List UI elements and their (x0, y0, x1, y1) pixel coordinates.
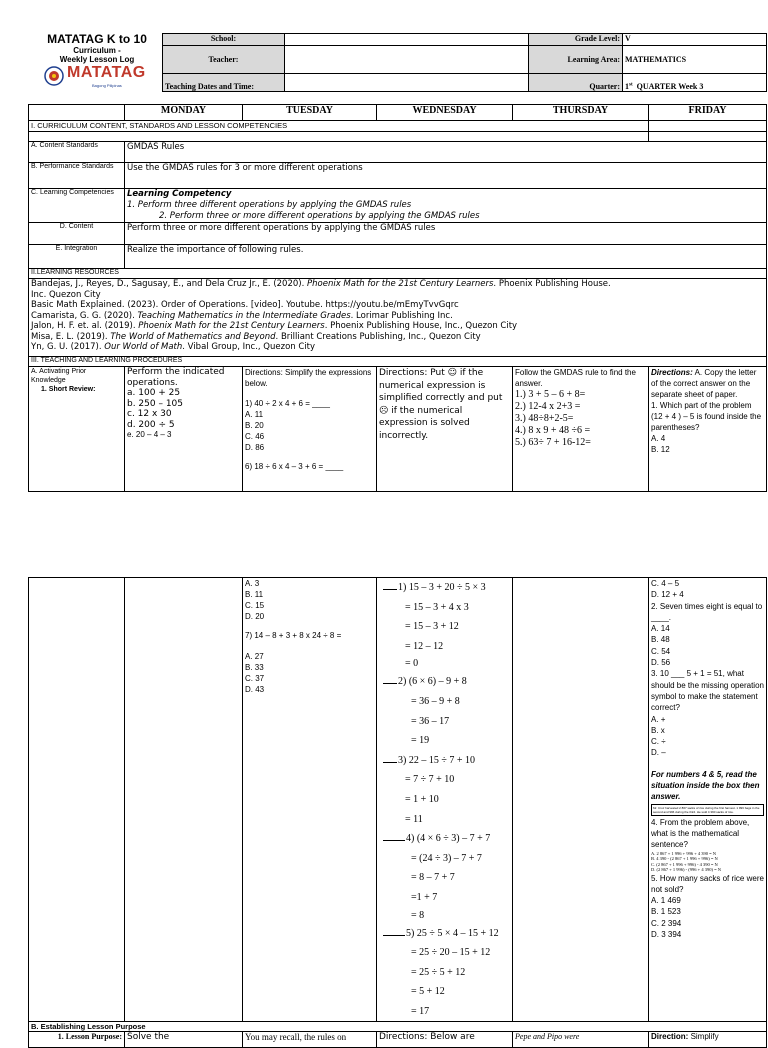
choice: B. 48 (651, 635, 670, 645)
work-line: = 25 ÷ 5 + 12 (411, 966, 466, 978)
performance-standards-value: Use the GMDAS rules for 3 or more different operations (125, 163, 767, 189)
template-subtitle-2: Weekly Lesson Log (59, 55, 135, 64)
day-header-tuesday: TUESDAY (243, 105, 377, 121)
grade-level-value: V (623, 34, 767, 46)
school-label: School: (163, 34, 285, 46)
competency-1: 1. Perform three different operations by applying the GMDAS rules (127, 200, 412, 210)
work-line: 5) 25 ÷ 5 × 4 – 15 + 12 (383, 924, 510, 944)
choice: B. 11 (245, 590, 264, 599)
tuesday-review-cell (243, 367, 377, 492)
thursday-item: 3.) 48÷8+2-5= (515, 413, 574, 424)
learning-competencies-label: C. Learning Competencies (29, 189, 125, 223)
friday-q45-intro: For numbers 4 & 5, read the situation inside the box then answer. (651, 769, 760, 802)
lesson-log-table (28, 104, 767, 492)
choice: D. 3 394 (651, 930, 682, 940)
choice: D. 56 (651, 658, 671, 668)
choice: D. (2 867 + 1 996) - (996 + 4 390) = N (651, 867, 721, 873)
learning-area-value: MATHEMATICS (623, 46, 767, 74)
header-logo-block (34, 33, 160, 93)
work-line: = 17 (411, 1005, 430, 1017)
choice: C. 4 – 5 (651, 579, 680, 588)
teaching-dates-field[interactable] (285, 74, 529, 92)
work-line: = 8 (411, 909, 425, 921)
friday-question-4: 4. From the problem above, what is the mathematical sentence? (651, 817, 750, 850)
lesson-log-table-continued (28, 577, 767, 1048)
teaching-dates-label: Teaching Dates and Time: (163, 74, 285, 92)
resource-1-cont: Inc. Quezon City (31, 289, 101, 300)
choice: A. 11 (245, 410, 264, 419)
resource-6: Yn, G. U. (2017). Our World of Math. Vibal Group, Inc., Quezon City (31, 342, 316, 352)
friday-situation-box: Mr. Cruz harvested 2 867 sacks of rice during the first harvest. 1 996 bags in the second and 996 during the third. He sold 4 390 sacks of rice. (651, 804, 764, 816)
monday-item: b. 250 – 105 (127, 398, 184, 409)
friday-question-5: 5. How many sacks of rice were not sold? (651, 873, 764, 894)
teacher-label: Teacher: (163, 46, 285, 74)
work-line: = 8 – 7 + 7 (411, 872, 455, 884)
quarter-label: Quarter: (529, 74, 623, 92)
choice: A. + (651, 714, 666, 724)
competency-2: 2. Perform three or more different operations by applying the GMDAS rules (159, 211, 480, 221)
performance-standards-label: B. Performance Standards (29, 163, 125, 189)
d-content-label: D. Content (29, 223, 125, 245)
work-line: = (24 ÷ 3) – 7 + 7 (411, 852, 482, 864)
choice: C. 37 (245, 674, 265, 683)
choice: C. 54 (651, 646, 671, 656)
section-1-heading: I. CURRICULUM CONTENT, STANDARDS AND LESSON COMPETENCIES (29, 121, 649, 132)
tuesday-review-intro: Directions: Simplify the expressions below. (245, 368, 372, 388)
friday-question-2: 2. Seven times eight is equal to ____. (651, 601, 763, 622)
work-line: = 19 (411, 735, 430, 747)
template-subtitle-1: Curriculum - (73, 46, 121, 55)
friday-question-1: 1. Which part of the problem (12 + 4 ) – 5 is found inside the parentheses? (651, 401, 762, 432)
tuesday-question-6: 6) 18 ÷ 6 x 4 – 3 + 6 = ____ (245, 462, 344, 471)
learning-competencies-value (125, 189, 767, 223)
choice: A. 4 (651, 434, 666, 443)
day-header-friday: FRIDAY (649, 105, 767, 121)
choice: C. 46 (245, 432, 265, 441)
days-header-row (29, 105, 767, 121)
header-info-table (162, 33, 767, 92)
work-line: = 1 + 10 (405, 793, 439, 805)
work-line: = 36 – 9 + 8 (411, 695, 460, 707)
monday-item: a. 100 + 25 (127, 388, 181, 398)
friday-review-cell-continued (649, 578, 767, 1022)
resources-heading: II.LEARNING RESOURCES (29, 269, 767, 279)
grade-level-label: Grade Level: (529, 34, 623, 46)
thursday-item: 1.) 3 + 5 – 6 + 8= (515, 389, 586, 400)
competency-title: Learning Competency (127, 189, 232, 199)
wednesday-purpose: Directions: Below are (377, 1032, 513, 1048)
teacher-field[interactable] (285, 46, 529, 74)
friday-review-cell (649, 367, 767, 492)
friday-purpose: Direction: Simplify (649, 1032, 767, 1048)
thursday-item: 2.) 12-4 x 2+3 = (515, 401, 581, 412)
choice: B. 4 390 - (2 867 + 1 996 + 996) = N (651, 856, 718, 862)
work-line: = 15 – 3 + 4 x 3 (405, 601, 469, 613)
choice: A. 1 469 (651, 896, 681, 906)
thursday-purpose: Pepe and Pipo were (513, 1032, 649, 1048)
choice: C. 15 (245, 601, 265, 610)
monday-review-intro: Perform the indicated operations. (127, 367, 225, 388)
content-standards-value: GMDAS Rules (125, 142, 767, 163)
thursday-item: 5.) 63÷ 7 + 16-12= (515, 437, 591, 448)
day-header-monday: MONDAY (125, 105, 243, 121)
short-review-row (29, 367, 767, 492)
choice: D. 12 + 4 (651, 590, 684, 600)
thursday-review-cell (513, 367, 649, 492)
choice: A. 2 867 + 1 996 + 996 + 4 390 = N (651, 850, 717, 856)
thursday-intro: Follow the GMDAS rule to find the answer. (515, 368, 636, 388)
work-line: 1) 15 – 3 + 20 ÷ 5 × 3 (383, 578, 510, 598)
procedures-heading: III. TEACHING AND LEARNING PROCEDURES (29, 357, 767, 367)
wednesday-review-cell (377, 367, 513, 492)
short-review-label: 1. Short Review: (41, 386, 96, 393)
day-header-wednesday: WEDNESDAY (377, 105, 513, 121)
resource-5: Misa, E. L. (2019). The World of Mathematics and Beyond. Brilliant Creations Publishing, Inc., Quezon City (31, 331, 481, 342)
work-line: = 36 – 17 (411, 715, 450, 727)
work-line: =1 + 7 (411, 891, 438, 903)
thursday-item: 4.) 8 x 9 + 48 ÷6 = (515, 425, 591, 436)
monday-review-cell (125, 367, 243, 492)
tuesday-review-cell-continued (243, 578, 377, 1022)
resources-list (29, 279, 767, 357)
monday-purpose: Solve the (125, 1032, 243, 1048)
friday-question-3: 3. 10 ___ 5 + 1 = 51, what should be the missing operation symbol to make the statement correct? (651, 669, 764, 713)
monday-item: e. 20 – 4 – 3 (127, 430, 172, 439)
choice: A. 3 (245, 579, 260, 588)
day-header-thursday: THURSDAY (513, 105, 649, 121)
activating-label: A. Activating Prior Knowledge (31, 368, 87, 384)
work-line: = 15 – 3 + 12 (405, 621, 459, 633)
choice: C. (2 867 + 1 996 + 996) - 4 390 = N (651, 861, 718, 867)
work-line: = 25 ÷ 20 – 15 + 12 (411, 947, 491, 959)
work-line: 2) (6 × 6) – 9 + 8 (383, 672, 510, 692)
choice: B. 20 (245, 421, 264, 430)
matatag-logo-tagline: Bagong Pilipinas (92, 83, 122, 88)
school-field[interactable] (285, 34, 529, 46)
choice: B. 1 523 (651, 907, 681, 917)
monday-item: c. 12 x 30 (127, 409, 172, 419)
choice: D. 86 (245, 443, 265, 452)
integration-label: E. Integration (29, 245, 125, 269)
deped-seal-icon (44, 66, 64, 86)
work-line: 3) 22 – 15 ÷ 7 + 10 (383, 751, 510, 771)
lesson-purpose-row (29, 1032, 767, 1048)
learning-area-label: Learning Area: (529, 46, 623, 74)
choice: B. x (651, 725, 665, 735)
tuesday-purpose: You may recall, the rules on (243, 1032, 377, 1048)
choice: B. 12 (651, 445, 670, 454)
tuesday-question-1: 1) 40 ÷ 2 x 4 + 6 = ____ (245, 399, 330, 408)
resource-3: Camarista, G. G. (2020). Teaching Mathematics in the Intermediate Grades. Lorimar Publishing Inc. (31, 310, 453, 321)
work-line: = 5 + 12 (411, 986, 445, 998)
short-review-row-continued (29, 578, 767, 1022)
wednesday-directions: Directions: Put ☺ if the numerical expression is simplified correctly and put ☹ if the numerical expression is solved incorrectly. (379, 368, 503, 441)
choice: D. – (651, 748, 666, 758)
choice: A. 14 (651, 624, 670, 634)
wednesday-work-cell (377, 578, 513, 1022)
resource-4: Jalon, H. F. et. al. (2019). Phoenix Math for the 21st Century Learners. Phoenix Publishing House, Inc., Quezon City (31, 321, 518, 331)
work-line: 4) (4 × 6 ÷ 3) – 7 + 7 (383, 829, 510, 849)
lesson-purpose-label: 1. Lesson Purpose: (29, 1032, 125, 1048)
work-line: = 12 – 12 (405, 640, 444, 652)
matatag-logo (34, 64, 160, 92)
friday-directions: Directions: A. Copy the letter of the correct answer on the separate sheet of paper. (651, 368, 757, 399)
matatag-logo-text: MATATAG (67, 64, 146, 81)
establishing-purpose-heading: B. Establishing Lesson Purpose (29, 1022, 767, 1032)
template-title: MATATAG K to 10 (47, 32, 147, 46)
monday-item: d. 200 ÷ 5 (127, 419, 175, 430)
resource-2: Basic Math Explained. (2023). Order of Operations. [video]. Youtube. https://youtu.be/mEmyTvvGqrc (31, 300, 459, 310)
choice: D. 43 (245, 685, 265, 694)
activating-cell (29, 367, 125, 492)
resource-1: Bandejas, J., Reyes, D., Sagusay, E., and Dela Cruz Jr., E. (2020). Phoenix Math for the 21st Century Learners. Phoenix Publishing House. (31, 279, 611, 289)
d-content-value: Perform three or more different operations by applying the GMDAS rules (125, 223, 767, 245)
quarter-value: 1st QUARTER Week 3 (623, 74, 767, 92)
integration-value: Realize the importance of following rules. (125, 245, 767, 269)
choice: D. 20 (245, 612, 265, 621)
choice: C. ÷ (651, 737, 666, 747)
work-line: = 7 ÷ 7 + 10 (405, 774, 455, 786)
choice: C. 2 394 (651, 918, 682, 928)
choice: B. 33 (245, 663, 264, 672)
work-line: = 0 (405, 658, 419, 670)
tuesday-question-7: 7) 14 – 8 + 3 + 8 x 24 ÷ 8 = (245, 631, 342, 640)
content-standards-label: A. Content Standards (29, 142, 125, 163)
work-line: = 11 (405, 813, 423, 825)
choice: A. 27 (245, 652, 264, 661)
